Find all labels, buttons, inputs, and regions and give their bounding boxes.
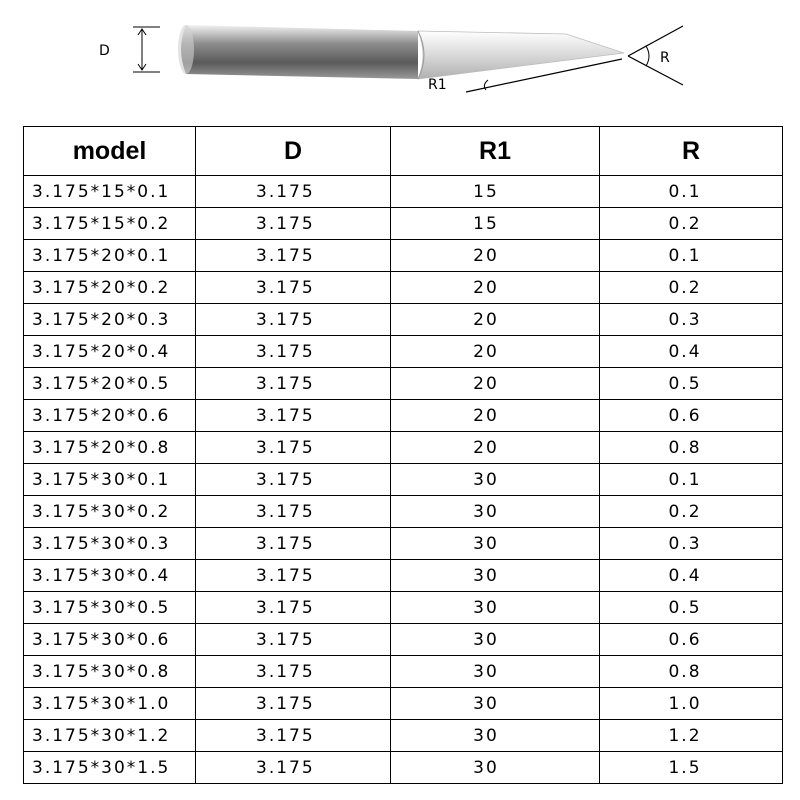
cell-d: 3.175 <box>196 304 391 336</box>
cell-r: 0.1 <box>600 176 783 208</box>
engraving-bit-diagram <box>0 0 800 110</box>
cell-model: 3.175*15*0.1 <box>24 176 196 208</box>
cell-model: 3.175*20*0.3 <box>24 304 196 336</box>
cell-r: 0.3 <box>600 304 783 336</box>
cell-model: 3.175*20*0.8 <box>24 432 196 464</box>
table-row <box>24 304 783 336</box>
cell-r: 0.8 <box>600 656 783 688</box>
cell-r1: 20 <box>391 432 600 464</box>
cell-d: 3.175 <box>196 464 391 496</box>
cell-r1: 30 <box>391 752 600 784</box>
cell-d: 3.175 <box>196 208 391 240</box>
cell-model: 3.175*30*1.0 <box>24 688 196 720</box>
header-d: D <box>196 127 391 176</box>
cell-r1: 30 <box>391 688 600 720</box>
cell-r1: 20 <box>391 400 600 432</box>
header-model: model <box>24 127 196 176</box>
cell-model: 3.175*30*0.4 <box>24 560 196 592</box>
table-row <box>24 752 783 784</box>
cell-r: 0.8 <box>600 432 783 464</box>
cell-d: 3.175 <box>196 592 391 624</box>
cell-r1: 30 <box>391 592 600 624</box>
cell-r: 1.2 <box>600 720 783 752</box>
label-d: D <box>99 43 110 59</box>
table-row <box>24 656 783 688</box>
cell-d: 3.175 <box>196 656 391 688</box>
cell-model: 3.175*30*1.2 <box>24 720 196 752</box>
table-row <box>24 720 783 752</box>
cell-r1: 30 <box>391 656 600 688</box>
header-r: R <box>600 127 783 176</box>
table-row <box>24 336 783 368</box>
cell-r: 1.5 <box>600 752 783 784</box>
table-row <box>24 528 783 560</box>
cell-r1: 30 <box>391 560 600 592</box>
cell-r: 0.2 <box>600 496 783 528</box>
header-r1: R1 <box>391 127 600 176</box>
cell-d: 3.175 <box>196 688 391 720</box>
cell-r1: 20 <box>391 240 600 272</box>
cell-model: 3.175*30*0.8 <box>24 656 196 688</box>
label-r1: R1 <box>428 77 447 93</box>
cell-r: 0.6 <box>600 400 783 432</box>
cell-model: 3.175*30*0.2 <box>24 496 196 528</box>
cell-d: 3.175 <box>196 368 391 400</box>
cell-model: 3.175*20*0.6 <box>24 400 196 432</box>
cell-r: 0.4 <box>600 336 783 368</box>
tip-angle-lines <box>628 26 683 85</box>
table-header-row <box>24 127 783 176</box>
cell-d: 3.175 <box>196 528 391 560</box>
cell-r1: 15 <box>391 176 600 208</box>
table-row <box>24 240 783 272</box>
spec-table <box>23 126 783 784</box>
cell-d: 3.175 <box>196 336 391 368</box>
cell-r: 0.3 <box>600 528 783 560</box>
cell-r1: 30 <box>391 624 600 656</box>
cell-d: 3.175 <box>196 400 391 432</box>
cell-r1: 20 <box>391 272 600 304</box>
cell-r1: 20 <box>391 368 600 400</box>
cell-r1: 20 <box>391 304 600 336</box>
cell-d: 3.175 <box>196 432 391 464</box>
cell-r: 0.6 <box>600 624 783 656</box>
cell-r: 1.0 <box>600 688 783 720</box>
cell-d: 3.175 <box>196 240 391 272</box>
diameter-dimension <box>133 27 160 72</box>
table-row <box>24 688 783 720</box>
cell-d: 3.175 <box>196 720 391 752</box>
cell-d: 3.175 <box>196 560 391 592</box>
cell-model: 3.175*30*1.5 <box>24 752 196 784</box>
cell-model: 3.175*20*0.5 <box>24 368 196 400</box>
table-row <box>24 496 783 528</box>
cell-model: 3.175*20*0.4 <box>24 336 196 368</box>
table-row <box>24 464 783 496</box>
cell-d: 3.175 <box>196 624 391 656</box>
table-row <box>24 272 783 304</box>
cell-r: 0.2 <box>600 272 783 304</box>
cell-model: 3.175*15*0.2 <box>24 208 196 240</box>
table-row <box>24 208 783 240</box>
cell-r: 0.4 <box>600 560 783 592</box>
cell-r: 0.1 <box>600 464 783 496</box>
table-row <box>24 560 783 592</box>
bit-tip <box>418 31 624 79</box>
cell-r1: 20 <box>391 336 600 368</box>
table-row <box>24 432 783 464</box>
cell-r1: 30 <box>391 528 600 560</box>
cell-r: 0.2 <box>600 208 783 240</box>
cell-r: 0.5 <box>600 592 783 624</box>
table-row <box>24 400 783 432</box>
cell-d: 3.175 <box>196 272 391 304</box>
cell-r1: 30 <box>391 720 600 752</box>
table-row <box>24 176 783 208</box>
label-r: R <box>660 50 670 66</box>
table-row <box>24 592 783 624</box>
table-row <box>24 624 783 656</box>
cell-model: 3.175*20*0.2 <box>24 272 196 304</box>
cell-r1: 30 <box>391 464 600 496</box>
cell-r1: 15 <box>391 208 600 240</box>
cell-model: 3.175*30*0.5 <box>24 592 196 624</box>
cell-r: 0.1 <box>600 240 783 272</box>
cell-d: 3.175 <box>196 496 391 528</box>
cell-r1: 30 <box>391 496 600 528</box>
table-row <box>24 368 783 400</box>
cell-d: 3.175 <box>196 752 391 784</box>
cell-model: 3.175*30*0.1 <box>24 464 196 496</box>
cell-d: 3.175 <box>196 176 391 208</box>
cell-model: 3.175*30*0.6 <box>24 624 196 656</box>
table-body <box>24 176 783 784</box>
cell-r: 0.5 <box>600 368 783 400</box>
bit-shank <box>181 25 418 79</box>
cell-model: 3.175*20*0.1 <box>24 240 196 272</box>
cell-model: 3.175*30*0.3 <box>24 528 196 560</box>
